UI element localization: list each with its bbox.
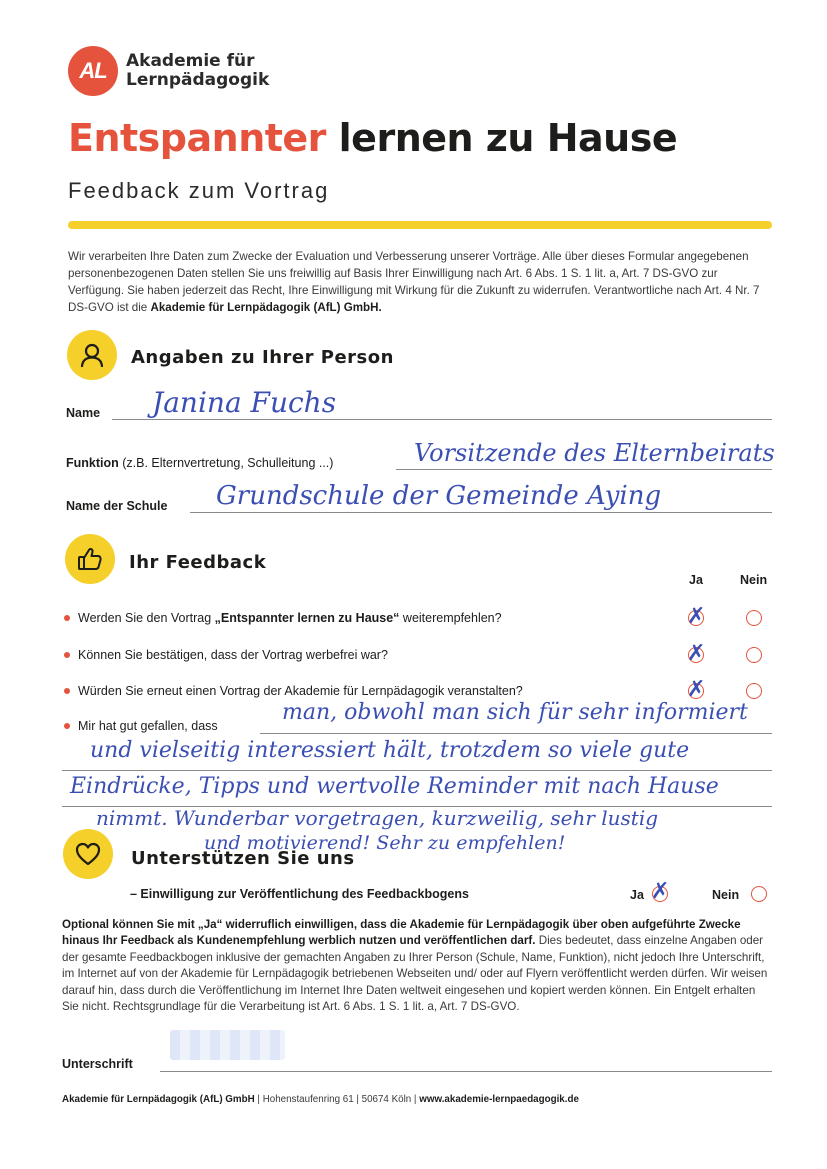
title-rest: lernen zu Hause: [338, 116, 678, 160]
q2-yes-mark: ✗: [687, 641, 706, 666]
signature-redacted[interactable]: [170, 1030, 285, 1060]
logo-text: [126, 52, 269, 90]
consent-text: [62, 917, 770, 1015]
bullet: [64, 615, 70, 621]
page-title: [68, 116, 677, 160]
liked-text-line-4[interactable]: nimmt. Wunderbar vorgetragen, kurzweilig, sehr lustig: [96, 806, 659, 830]
consent-yes-mark: ✗: [651, 879, 670, 904]
bullet: [64, 652, 70, 658]
consent-body: Dies bedeutet, dass einzelne Angaben oder der gesamte Feedbackbogen inklusive der gemachten Angaben zu Ihrer Person (Schule, Name, Funktion), nicht jedoch Ihre Unterschrift, im Internet auf von der Akademie für Lernpädagogik betriebenen Webseiten und/ oder auf Flyern veröffentlicht werden dürfen. Wir weisen darauf hin, dass durch die Veröffentlichung im Internet Ihre Daten weltweit eingesehen und kopiert werden können. Ein Entgelt erhalten Sie nicht. Rechtsgrundlage für die Verarbeitung ist Art. 6 Abs. 1 S. 1 lit. a, Art. 7 DS-GVO.: [62, 934, 768, 1014]
liked-text-line-5[interactable]: und motivierend! Sehr zu empfehlen!: [204, 832, 566, 854]
column-yes: Ja: [689, 573, 703, 587]
liked-text-line-1[interactable]: man, obwohl man sich für sehr informiert: [282, 700, 748, 725]
consent-bold: Optional können Sie mit „Ja“ widerruflich einwilligen, dass die Akademie für Lernpädagogik über oben aufgeführte Zwecke hinaus Ihr Feedback als Kundenempfehlung werblich nutzen und veröffentlichen darf.: [62, 918, 741, 948]
consent-no-radio[interactable]: [751, 886, 767, 902]
person-icon: [67, 330, 117, 380]
footer-url[interactable]: www.akademie-lernpaedagogik.de: [419, 1094, 579, 1105]
logo-line-1: Akademie für: [126, 51, 255, 71]
liked-line-2: [62, 770, 772, 771]
thumbs-up-icon: [65, 534, 115, 584]
name-label: Name: [66, 406, 101, 420]
q1-yes-mark: ✗: [687, 604, 706, 629]
support-section-title: Unterstützen Sie uns: [131, 848, 355, 869]
signature-label: Unterschrift: [62, 1057, 133, 1071]
footer: Akademie für Lernpädagogik (AfL) GmbH | Hohenstaufenring 61 | 50674 Köln | www.akademie-lernpaedagogik.de: [62, 1094, 579, 1105]
liked-label: Mir hat gut gefallen, dass: [64, 719, 218, 733]
question-1: Werden Sie den Vortrag „Entspannter lernen zu Hause“ weiterempfehlen?: [64, 611, 502, 625]
bullet: [64, 723, 70, 729]
q1-no-radio[interactable]: [746, 610, 762, 626]
school-line: [190, 512, 772, 513]
title-accent: Entspannter: [68, 116, 326, 160]
consent-no-label: Nein: [712, 888, 740, 902]
feedback-section-title: Ihr Feedback: [129, 552, 267, 573]
privacy-company: Akademie für Lernpädagogik (AfL) GmbH.: [150, 301, 382, 314]
person-section-title: Angaben zu Ihrer Person: [131, 347, 394, 368]
privacy-text: Wir verarbeiten Ihre Daten zum Zwecke der Evaluation und Verbesserung unserer Vorträge. Alle über dieses Formular angegebenen personenbezogenen Daten stellen Sie uns freiwillig auf Basis Ihrer Einwilligung nach Art. 6 Abs. 1 S. 1 lit. a, Art. 7 DS-GVO zur Verfügung. Sie haben jederzeit das Recht, Ihre Einwilligung mit Wirkung für die Zukunft zu widerrufen. Verantwortliche nach Art. 4 Nr. 7 DS-GVO ist die: [68, 250, 760, 314]
privacy-notice: [68, 248, 774, 316]
bullet: [64, 688, 70, 694]
signature-line: [160, 1071, 772, 1072]
liked-text-line-3[interactable]: Eindrücke, Tipps und wertvolle Reminder mit nach Hause: [70, 774, 719, 799]
heart-icon: [63, 829, 113, 879]
name-value[interactable]: Janina Fuchs: [152, 386, 337, 419]
function-line: [396, 469, 772, 470]
consent-label: – Einwilligung zur Veröffentlichung des Feedbackbogens: [130, 887, 469, 901]
q3-no-radio[interactable]: [746, 683, 762, 699]
column-no: Nein: [740, 573, 768, 587]
consent-yes-label: Ja: [630, 888, 644, 902]
logo-mark: AL: [68, 46, 118, 96]
function-label: Funktion (z.B. Elternvertretung, Schulleitung ...): [66, 456, 334, 470]
logo-line-2: Lernpädagogik: [126, 70, 270, 90]
liked-line-1: [260, 733, 772, 734]
question-3: Würden Sie erneut einen Vortrag der Akademie für Lernpädagogik veranstalten?: [64, 684, 523, 698]
function-value[interactable]: Vorsitzende des Elternbeirats: [414, 439, 775, 467]
liked-text-line-2[interactable]: und vielseitig interessiert hält, trotzdem so viele gute: [90, 738, 690, 763]
school-value[interactable]: Grundschule der Gemeinde Aying: [216, 481, 662, 511]
q3-yes-mark: ✗: [687, 677, 706, 702]
school-label: Name der Schule: [66, 499, 168, 513]
page-subtitle: Feedback zum Vortrag: [68, 178, 330, 203]
question-2: Können Sie bestätigen, dass der Vortrag werbefrei war?: [64, 648, 388, 662]
q2-no-radio[interactable]: [746, 647, 762, 663]
name-line: [112, 419, 772, 420]
yellow-divider: [68, 221, 772, 229]
